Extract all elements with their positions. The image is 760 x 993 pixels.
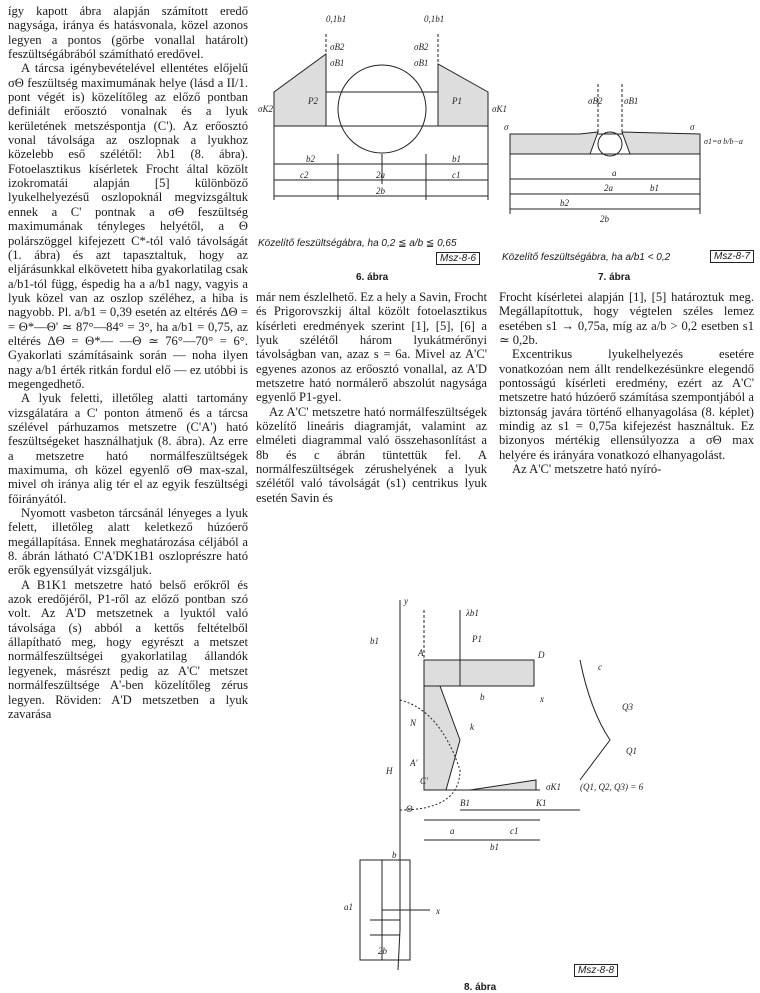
svg-text:C': C' — [420, 776, 428, 786]
svg-text:H: H — [386, 766, 393, 776]
svg-text:c1: c1 — [510, 826, 519, 836]
svg-text:(Q1, Q2, Q3) = 6: (Q1, Q2, Q3) = 6 — [580, 782, 644, 792]
svg-text:b1: b1 — [650, 183, 659, 193]
svg-text:N: N — [410, 718, 417, 728]
svg-text:Θ: Θ — [406, 804, 413, 814]
svg-text:K1: K1 — [536, 798, 547, 808]
svg-text:b1: b1 — [490, 842, 499, 852]
figure-7-tag: Msz-8-7 — [710, 250, 754, 263]
svg-text:b2: b2 — [306, 154, 315, 164]
svg-text:b1: b1 — [452, 154, 461, 164]
text-column-1 — [8, 4, 248, 721]
figure-8 — [340, 590, 650, 993]
paragraph: A B1K1 metszetre ható belső erőkről és azok eredőjéről, P1-ről az előző pontban szó volt. Az A'D metszetnek a lyuktól való távolsága (s) abból a kettős feltételből állapítható meg, hogy egyrészt a metszet normálfeszültségei gyakorlatilag állandók legyenek, másrészt pedig az A'C' metszet normálfeszültsége A'-ben közelítőleg zérus legyen. Röviden: A'D metszetben a lyuk zavarása — [8, 577, 248, 721]
svg-text:σK1: σK1 — [546, 782, 561, 792]
paragraph: Az A'C' metszetre ható normálfeszültségek közelítő lineáris diagramját, valamint az elméleti diagrammal való összehasonlítást a 8b és c ábrán tüntettük fel. A normálfeszültségek zérushelyének a lyuk szélétől való távolságát (s1) centrikus lyuk esetén Savin és — [256, 404, 487, 505]
svg-text:Q3: Q3 — [622, 702, 633, 712]
svg-text:σB2: σB2 — [330, 42, 345, 52]
paragraph: már nem észlelhető. Ez a hely a Savin, Frocht és Prigorovszkij által közölt fotoelasztikus kísérleti eredmények szerint [1], [5], [6] a lyuk szélétől három lyukátmérőnyi távolságban van, azaz s = 6a. Mivel az A'C' egyenes azonos az erőosztó vonallal, az A'D metszetre ható normálerő abszolút nagysága egyenlő P1-gyel. — [256, 290, 487, 405]
text-column-2 — [256, 290, 487, 505]
svg-text:c1: c1 — [452, 170, 461, 180]
svg-text:c: c — [598, 662, 602, 672]
paragraph: Excentrikus lyukelhelyezés esetére vonatkozóan nem állt rendelkezésünkre elegendő pontosságú kísérleti eredmény, ezért az A'C' metszetre ható húzóerő számítása szempontjából a biztonság javára történő elhanyagolása (8. képlet) mindig az s1 = 0,75a kifejezést használtuk. Ez bizonyos mértékig ellensúlyozza a σΘ max helyére és irányára vonatkozó elhanyagolást. — [499, 347, 754, 462]
svg-text:b1: b1 — [370, 636, 379, 646]
paragraph: Frocht kísérletei alapján [1], [5] határoztuk meg. Megállapítottuk, hogy végtelen széles lemez esetében s1 → 0,75a, míg az a/b > 0,2 esetben s1 ≃ 0,2b. — [499, 290, 754, 348]
svg-text:σB2: σB2 — [414, 42, 429, 52]
svg-text:A': A' — [410, 758, 418, 768]
figure-7-number: 7. ábra — [598, 272, 631, 283]
svg-text:c2: c2 — [300, 170, 309, 180]
figure-8-number: 8. ábra — [464, 982, 497, 993]
paragraph: A lyuk feletti, illetőleg alatti tartomány vizsgálatára a C' ponton átmenő és a tárcsa szélével párhuzamos metszetre (C'A') ható feszültségeket használhatjuk (8. ábra). Az erre a metszetre ható normálfeszültségek maximuma, σh közel egyenlő σΘ max-szal, mivel σh iránya alig tér el az egyik feszültségi főirányától. — [8, 391, 248, 506]
svg-text:σB1: σB1 — [624, 96, 639, 106]
svg-text:x: x — [540, 694, 544, 704]
svg-text:k: k — [470, 722, 474, 732]
figure-7-caption: Közelítő feszültségábra, ha a/b1 < 0,2 — [502, 252, 671, 263]
paragraph: Nyomott vasbeton tárcsánál lényeges a lyuk felett, illetőleg alatt keletkező húzóerő megállapítása. Ennek meghatározása céljából a 8. ábrán látható C'A'DK1B1 oszloprészre ható erők egyensúlyát vizsgáljuk. — [8, 506, 248, 578]
svg-text:0,1b1: 0,1b1 — [326, 14, 347, 24]
svg-text:P1: P1 — [452, 96, 462, 106]
svg-text:2b: 2b — [378, 946, 387, 956]
svg-text:σB2: σB2 — [588, 96, 603, 106]
paragraph: Az A'C' metszetre ható nyíró- — [512, 462, 662, 477]
figure-6 — [256, 4, 507, 284]
svg-text:D: D — [538, 650, 545, 660]
svg-text:0,1b1: 0,1b1 — [424, 14, 445, 24]
figure-8-drawing — [340, 590, 650, 970]
svg-text:b: b — [480, 692, 485, 702]
svg-text:2b: 2b — [600, 214, 609, 224]
svg-text:σ: σ — [504, 122, 509, 132]
figure-7-drawing — [500, 4, 758, 254]
svg-text:B1: B1 — [460, 798, 470, 808]
figure-6-number: 6. ábra — [356, 272, 389, 283]
figure-6-caption: Közelítő feszültségábra, ha 0,2 ≦ a/b ≦ 0,65 — [258, 238, 457, 249]
svg-text:2b: 2b — [376, 186, 385, 196]
svg-text:x: x — [436, 906, 440, 916]
figure-8-tag: Msz-8-8 — [574, 964, 618, 977]
svg-text:a: a — [612, 168, 617, 178]
svg-text:σB1: σB1 — [330, 58, 345, 68]
svg-text:a: a — [450, 826, 455, 836]
svg-text:σK2: σK2 — [258, 104, 273, 114]
svg-text:σK1: σK1 — [492, 104, 507, 114]
svg-text:y: y — [404, 596, 408, 606]
svg-text:Q1: Q1 — [626, 746, 637, 756]
svg-text:2a: 2a — [376, 170, 385, 180]
svg-text:P1: P1 — [472, 634, 482, 644]
svg-text:A: A — [418, 648, 424, 658]
svg-text:P2: P2 — [308, 96, 318, 106]
svg-text:λb1: λb1 — [466, 608, 479, 618]
svg-text:σ1=σ b/b−a: σ1=σ b/b−a — [704, 137, 743, 146]
figure-7 — [500, 4, 758, 284]
text-column-3 — [499, 290, 754, 476]
figure-6-tag: Msz-8-6 — [436, 252, 480, 265]
paragraph: A tárcsa igénybevételével ellentétes előjelű σΘ feszültség maximumának helye (lásd a II/1. pont végét is) közelítőleg az előző pontban definiált erőosztó vonalnak és a lyuk kerületének metszéspontja (C'). Az erőosztó vonal távolsága az oszlopnak a lyukhoz közelebb eső szélétől: λb1 (8. ábra). Fotoelasztikus kísérletek Frocht által közölt izokromatái alapján [5] különböző lyukelhelyezésű oszlopoknál megvizsgáltuk ennek a C' pontnak a σΘ feszültség maximumának tényleges helyétől, a Θ polárszöggel kifejezett C*-tól való távolságát (1. ábra) és azt tapasztaltuk, hogy az eljárásunkkal elkövetett hiba gyakorlatilag csak a/b1-tól függ, éspedig ha a a/b1 nagy, vagyis a lyuk közel van az oszlop széléhez, a hiba is nagyobb. Pl. a/b1 = 0,39 esetén az eltérés ΔΘ = = Θ*—Θ' ≃ 87°—84° = 3°, ha a/b1 = 0,75, az eltérés ΔΘ = Θ*— —Θ ≃ 76°—70° = 6°. Gyakorlati számításaink során — noha ilyen nagy a/b1 érték ritkán fordul elő — ez utóbbi is megengedhető. — [8, 61, 248, 391]
figure-6-drawing — [256, 4, 507, 254]
svg-text:b2: b2 — [560, 198, 569, 208]
svg-text:b: b — [392, 850, 397, 860]
svg-text:σ: σ — [690, 122, 695, 132]
paragraph: így kapott ábra alapján számított eredő nagysága, iránya és hatásvonala, közel azonos legyen a pontos (görbe vonallal határolt) feszültségábrából számítható eredővel. — [8, 4, 248, 62]
svg-text:2a: 2a — [604, 183, 613, 193]
svg-text:a1: a1 — [344, 902, 353, 912]
svg-text:σB1: σB1 — [414, 58, 429, 68]
